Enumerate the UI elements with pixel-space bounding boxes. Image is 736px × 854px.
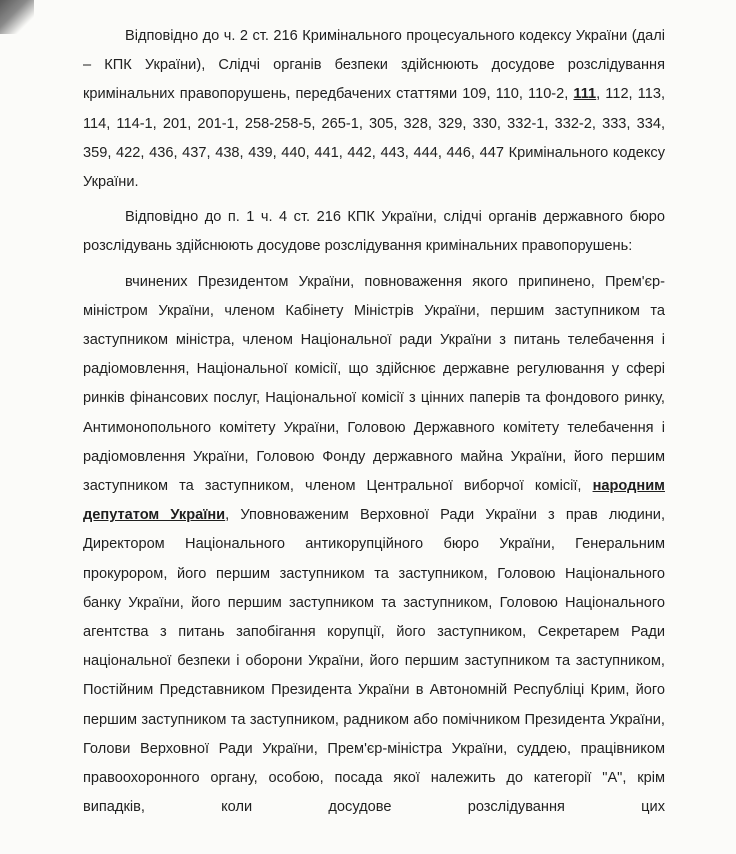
mp-emphasis: народним депутатом України (83, 478, 665, 524)
paragraph-text: вчинених Президентом України, повноваження якого припинено, Прем'єр-міністром України, членом Кабінету Міністрів України, першим заступником та заступником міністра, членом Національної ради України з питань телебачення і радіомовлення, Національної комісії, що здійснює державне регулювання у сфері ринків фінансових послуг, Національної комісії з цінних паперів та фондового ринку, Антимонопольного комітету України, Головою Державного комітету телебачення і радіомовлення України, Головою Фонду державного майна України, його першим заступником та заступником, членом Центральної виборчої комісії, (83, 273, 665, 495)
paragraph-dbr-jurisdiction: Відповідно до п. 1 ч. 4 ст. 216 КПК України, слідчі органів державного бюро розслідувань здійснюють досудове розслідування кримінальних правопорушень: (83, 209, 665, 255)
document-page (83, 22, 665, 822)
paragraph-text-end: , 112, 113, 114, 114-1, 201, 201-1, 258-258-5, 265-1, 305, 328, 329, 330, 332-1, 332-2, 333, 334, 359, 422, 436, 437, 438, 439, 440, 441, 442, 443, 444, 446, 447 Кримінального кодексу України. (83, 86, 665, 191)
paragraph-text: Відповідно до ч. 2 ст. 216 Кримінального процесуального кодексу України (далі – КПК України), Слідчі органів безпеки здійснюють досудове розслідування кримінальних правопорушень, передбачених статтями 109, 110, 110-2, (83, 28, 665, 103)
page-corner-shadow (0, 0, 34, 34)
paragraph-officials-list (83, 268, 665, 823)
paragraph-text-end: , Уповноваженим Верховної Ради України з прав людини, Директором Національного антикорупційного бюро України, Генеральним прокурором, його першим заступником та заступником, Головою Національного банку України, його першим заступником та заступником, Головою Національного агентства з питань запобігання корупції, його заступником, Секретарем Ради національної безпеки і оборони України, його першим заступником та заступником, Постійним Представником Президента України в Автономній Республіці Крим, його першим заступником та заступником, радником або помічником Президента України, Голови Верховної Ради України, Прем'єр-міністра України, суддею, працівником правоохоронного органу, особою, посада якої належить до категорії "А", крім випадків, коли досудове розслідування цих (83, 507, 666, 816)
article-111-emphasis: 111 (573, 86, 597, 103)
paragraph-sbu-jurisdiction (83, 22, 665, 197)
